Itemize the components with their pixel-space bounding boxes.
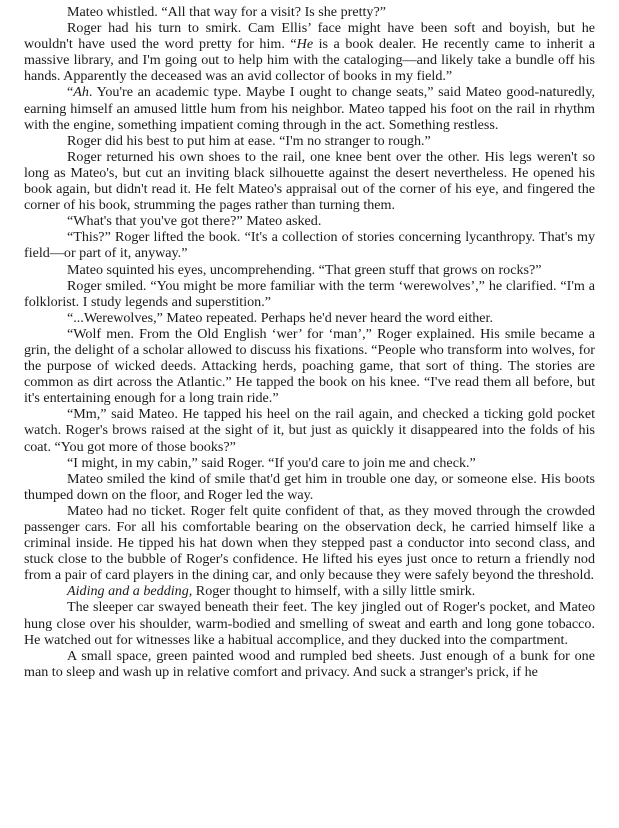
paragraph	[24, 455, 595, 471]
text-run: Roger returned his own shoes to the rail, one knee bent over the other. His legs weren't so long as Mateo's, but cut an inviting black silhouette against the desert nevertheless. He opened his book again, but didn't read it. He felt Mateo's appraisal out of the corner of his eye, and fingered the corner of his book, strumming the pages rather than turning them.	[24, 148, 595, 214]
text-run: “Mm,” said Mateo. He tapped his heel on the rail again, and checked a ticking gold pocket watch. Roger's brows raised at the sight of it, but just as quickly it disappeared into the folds of his coat. “You got more of those books?”	[24, 406, 595, 455]
text-run: A small space, green painted wood and rumpled bed sheets. Just enough of a bunk for one man to sleep and wash up in relative comfort and privacy. And suck a stranger's prick, if he	[24, 647, 595, 680]
paragraph	[24, 310, 595, 326]
paragraph	[24, 599, 595, 647]
text-run: “What's that you've got there?” Mateo asked.	[67, 213, 322, 230]
paragraph	[24, 406, 595, 454]
paragraph	[24, 149, 595, 213]
text-run: Mateo smiled the kind of smile that'd get him in trouble one day, or someone else. His boots thumped down on the floor, and Roger led the way.	[24, 470, 595, 503]
text-run: Roger smiled. “You might be more familiar with the term ‘werewolves’,” he clarified. “I'm a folklorist. I study legends and superstition.”	[24, 277, 595, 310]
paragraph	[24, 503, 595, 583]
text-run: “...Werewolves,” Mateo repeated. Perhaps he'd never heard the word either.	[67, 309, 493, 326]
text-run: “This?” Roger lifted the book. “It's a collection of stories concerning lycanthropy. That's my field—or part of it, anyway.”	[24, 229, 595, 262]
italic-text-run: Aiding and a bedding,	[67, 583, 193, 600]
paragraph	[24, 84, 595, 132]
text-run: The sleeper car swayed beneath their feet. The key jingled out of Roger's pocket, and Mateo hung close over his shoulder, warm-bodied and smelling of sweat and earth and long gone tobacco. He watched out for witnesses like a habitual accomplice, and they ducked into the compartment.	[24, 599, 595, 648]
document-page	[24, 4, 595, 680]
paragraph	[24, 133, 595, 149]
text-run: Mateo whistled. “All that way for a visit? Is she pretty?”	[67, 4, 386, 20]
paragraph	[24, 583, 595, 599]
text-run: “I might, in my cabin,” said Roger. “If you'd care to join me and check.”	[67, 454, 476, 471]
text-run: Mateo had no ticket. Roger felt quite confident of that, as they moved through the crowded passenger cars. For all his comfortable bearing on the observation deck, he carried himself like a criminal inside. He tipped his hat down when they stepped past a conductor into second class, and stuck close to the bubble of Roger's confidence. He lifted his eyes just once to return a friendly nod from a pair of card players in the dining car, and only because they were safely beyond the threshold.	[24, 502, 595, 584]
text-run: “Wolf men. From the Old English ‘wer’ for ‘man’,” Roger explained. His smile became a grin, the delight of a scholar allowed to discuss his fixations. “People who transform into wolves, for the purpose of wicked deeds. Attacking herds, poaching game, that sort of thing. The stories are common as dirt across the Atlantic.” He tapped the book on his knee. “I've read them all before, but it's entertaining enough for a long train ride.”	[24, 325, 595, 407]
paragraph	[24, 20, 595, 84]
text-run: is a book dealer. He recently came to inherit a massive library, and I'm going out to help him with the cataloging—and likely take a bundle off his hands. Apparently the deceased was an avid collector of books in my field.”	[24, 36, 595, 85]
text-run: “	[67, 84, 74, 101]
italic-text-run: Ah	[73, 84, 89, 101]
paragraph	[24, 213, 595, 229]
paragraph	[24, 278, 595, 310]
text-run: Roger thought to himself, with a silly little smirk.	[192, 583, 476, 600]
italic-text-run: He	[296, 36, 314, 53]
text-run: . You're an academic type. Maybe I ought to change seats,” said Mateo good-naturedly, earning himself an amused little hum from his neighbor. Mateo tapped his foot on the rail in rhythm with the engine, something impatient coming through in the act. Something restless.	[24, 84, 595, 133]
paragraph	[24, 262, 595, 278]
paragraph	[24, 4, 595, 20]
text-run: Roger had his turn to smirk. Cam Ellis’ face might have been soft and boyish, but he wouldn't have used the word pretty for him. “	[24, 20, 595, 53]
paragraph	[24, 648, 595, 680]
paragraph	[24, 229, 595, 261]
text-run: Mateo squinted his eyes, uncomprehending. “That green stuff that grows on rocks?”	[67, 261, 542, 278]
paragraph	[24, 326, 595, 406]
paragraph	[24, 471, 595, 503]
text-run: Roger did his best to put him at ease. “I'm no stranger to rough.”	[67, 132, 431, 149]
